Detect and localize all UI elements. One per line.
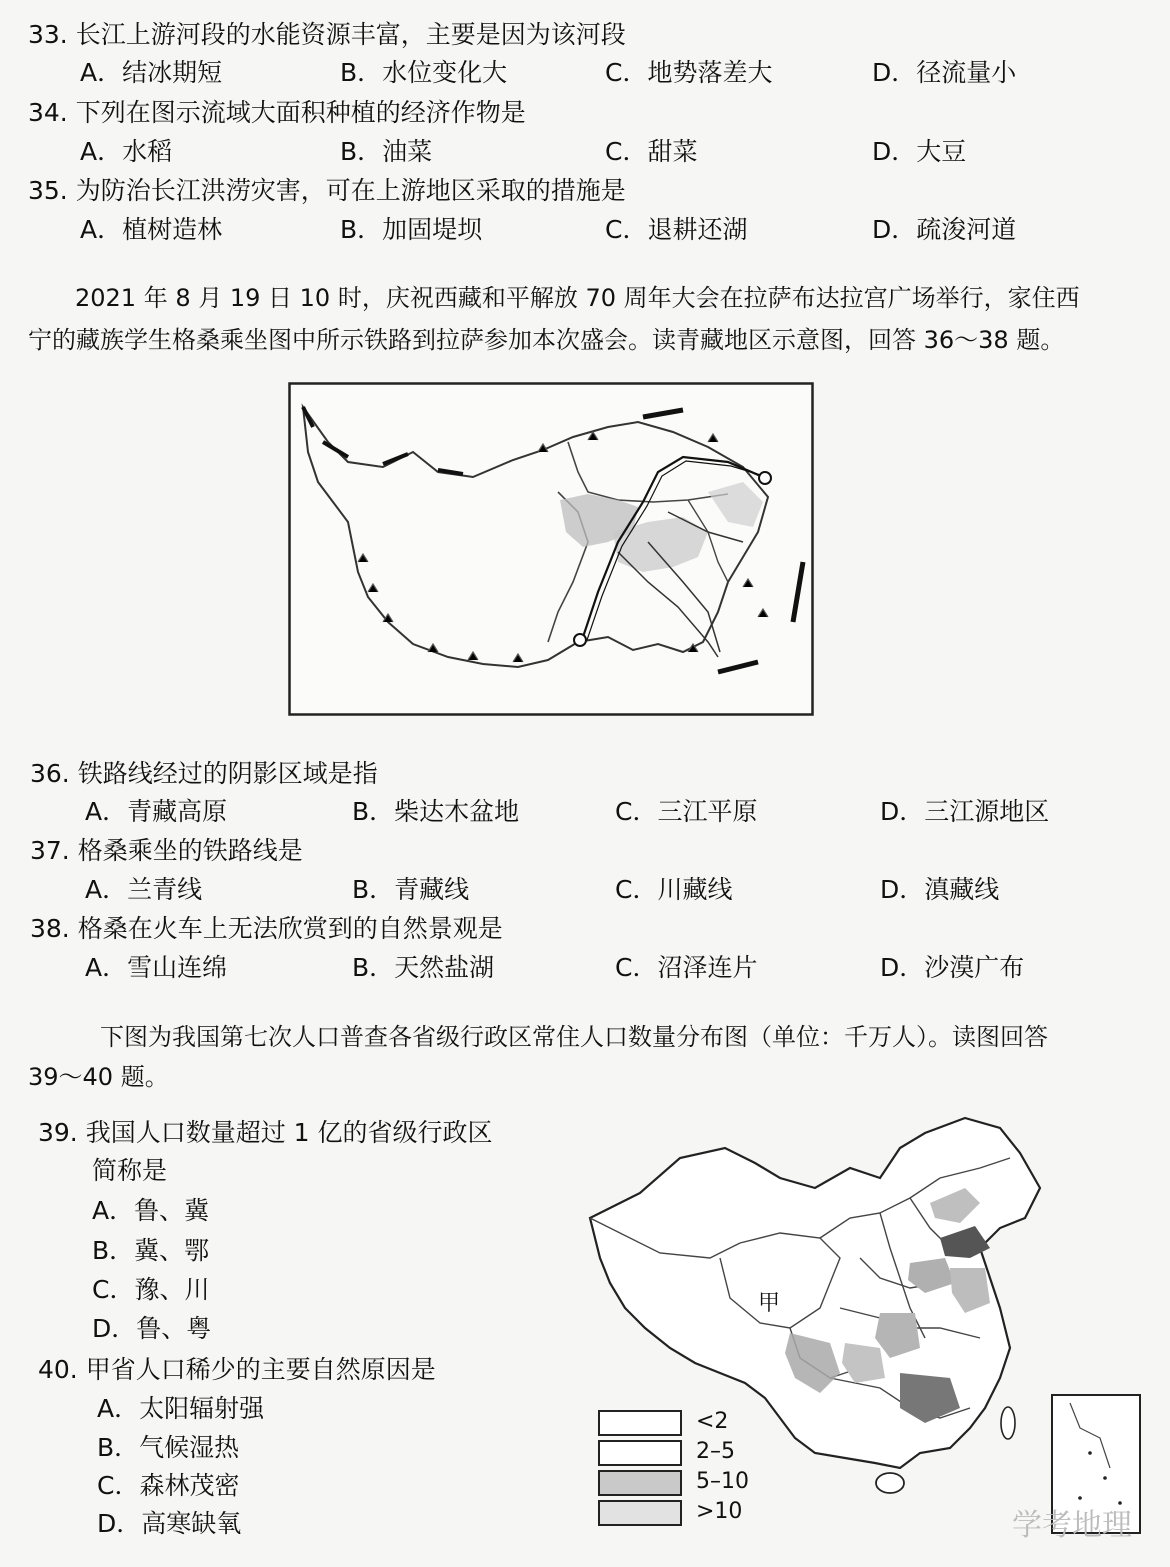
q34-option-d[interactable]: D．大豆 <box>872 137 967 166</box>
watermark-text: 学考地理 <box>1012 1508 1132 1543</box>
region-label-jia: 甲 <box>758 1291 781 1316</box>
q40-option-a[interactable]: A．太阳辐射强 <box>97 1394 265 1423</box>
q35-option-a[interactable]: A．植树造林 <box>80 215 223 244</box>
passage-2-line-2: 39～40 题。 <box>28 1063 169 1091</box>
q38-option-c[interactable]: C．沼泽连片 <box>615 953 758 982</box>
q37-option-b[interactable]: B．青藏线 <box>352 875 470 904</box>
q39-stem-cont: 简称是 <box>92 1156 168 1185</box>
q37-option-d[interactable]: D．滇藏线 <box>880 875 1000 904</box>
q35-option-d[interactable]: D．疏浚河道 <box>872 215 1017 244</box>
q33-option-d[interactable]: D．径流量小 <box>872 58 1017 87</box>
q33-option-c[interactable]: C．地势落差大 <box>605 58 773 87</box>
q36-option-a[interactable]: A．青藏高原 <box>85 797 228 826</box>
passage-1-line-1: 2021 年 8 月 19 日 10 时，庆祝西藏和平解放 70 周年大会在拉萨布达拉宫广场举行，家住西 <box>75 284 1080 312</box>
xining-station <box>759 472 771 484</box>
q39-option-d[interactable]: D．鲁、粤 <box>92 1314 212 1343</box>
q36-option-d[interactable]: D．三江源地区 <box>880 797 1050 826</box>
legend-label-lt2: <2 <box>696 1409 729 1434</box>
q35-option-c[interactable]: C．退耕还湖 <box>605 215 748 244</box>
q38-option-a[interactable]: A．雪山连绵 <box>85 953 228 982</box>
legend-label-gt10: >10 <box>696 1499 743 1524</box>
q37-option-a[interactable]: A．兰青线 <box>85 875 203 904</box>
q33-option-a[interactable]: A．结冰期短 <box>80 58 223 87</box>
q37-option-c[interactable]: C．川藏线 <box>615 875 733 904</box>
taiwan-island <box>1001 1407 1015 1439</box>
q40-option-c[interactable]: C．森林茂密 <box>97 1471 240 1500</box>
q39-stem: 39. 我国人口数量超过 1 亿的省级行政区 <box>38 1118 493 1147</box>
qinghai-tibet-map <box>288 382 814 716</box>
passage-1-line-2: 宁的藏族学生格桑乘坐图中所示铁路到拉萨参加本次盛会。读青藏地区示意图，回答 36～38 题。 <box>28 326 1065 354</box>
q36-stem: 36. 铁路线经过的阴影区域是指 <box>30 759 378 788</box>
q38-stem: 38. 格桑在火车上无法欣赏到的自然景观是 <box>30 914 503 943</box>
q40-option-b[interactable]: B．气候湿热 <box>97 1433 240 1462</box>
q33-option-b[interactable]: B．水位变化大 <box>340 58 508 87</box>
q36-option-c[interactable]: C．三江平原 <box>615 797 758 826</box>
q37-stem: 37. 格桑乘坐的铁路线是 <box>30 836 303 865</box>
hainan-island <box>876 1473 904 1493</box>
q39-option-c[interactable]: C．豫、川 <box>92 1275 210 1304</box>
passage-2-line-1: 下图为我国第七次人口普查各省级行政区常住人口数量分布图（单位：千万人）。读图回答 <box>100 1023 1048 1051</box>
q40-option-d[interactable]: D．高寒缺氧 <box>97 1509 242 1538</box>
map-frame <box>290 384 813 715</box>
q38-option-d[interactable]: D．沙漠广布 <box>880 953 1025 982</box>
legend-label-2-5: 2–5 <box>696 1439 735 1464</box>
legend-swatch-2-5 <box>598 1440 682 1466</box>
q34-option-a[interactable]: A．水稻 <box>80 137 173 166</box>
q39-option-a[interactable]: A．鲁、冀 <box>92 1196 210 1225</box>
q36-option-b[interactable]: B．柴达木盆地 <box>352 797 520 826</box>
q39-option-b[interactable]: B．冀、鄂 <box>92 1236 210 1265</box>
q33-stem: 33. 长江上游河段的水能资源丰富，主要是因为该河段 <box>28 20 626 49</box>
legend-label-5-10: 5–10 <box>696 1469 749 1494</box>
q35-stem: 35. 为防治长江洪涝灾害，可在上游地区采取的措施是 <box>28 176 626 205</box>
legend-swatch-5-10 <box>598 1470 682 1496</box>
q34-option-c[interactable]: C．甜菜 <box>605 137 698 166</box>
legend-swatch-lt2 <box>598 1410 682 1436</box>
q35-option-b[interactable]: B．加固堤坝 <box>340 215 483 244</box>
q38-option-b[interactable]: B．天然盐湖 <box>352 953 495 982</box>
legend-swatch-gt10 <box>598 1500 682 1526</box>
q40-stem: 40. 甲省人口稀少的主要自然原因是 <box>38 1355 436 1384</box>
q34-option-b[interactable]: B．油菜 <box>340 137 433 166</box>
q34-stem: 34. 下列在图示流域大面积种植的经济作物是 <box>28 98 526 127</box>
lhasa-station <box>574 634 586 646</box>
